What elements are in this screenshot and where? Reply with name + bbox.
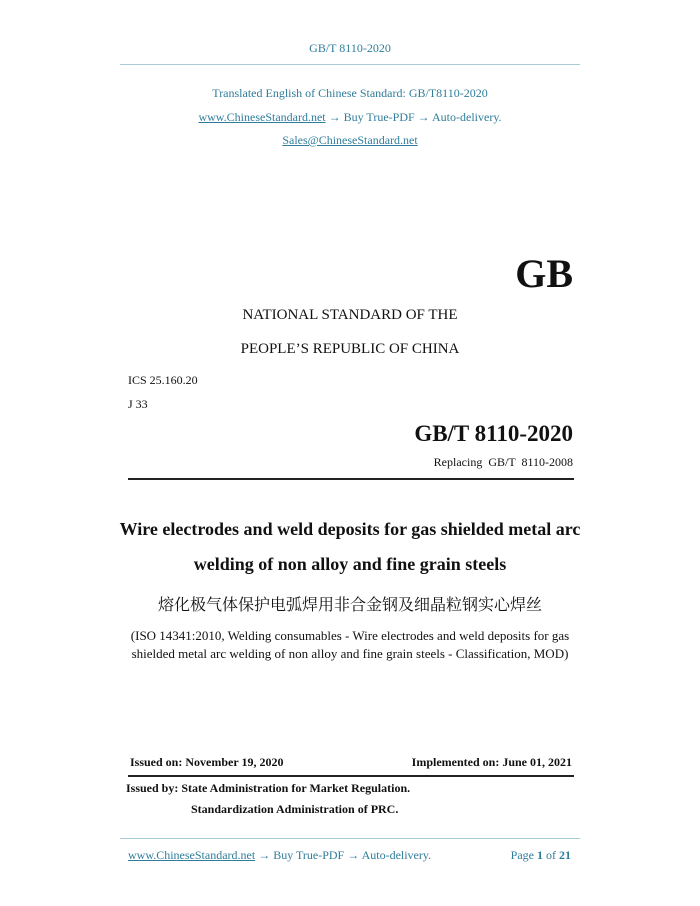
title-line1: Wire electrodes and weld deposits for gas shielded metal arc: [119, 519, 581, 539]
number-divider: [128, 478, 574, 480]
replacing-note: Replacing GB/T 8110-2008: [433, 455, 573, 469]
iso-reference-line1: (ISO 14341:2010, Welding consumables - Wire electrodes and weld deposits for gas: [130, 628, 570, 643]
issued-by-line1: Issued by: State Administration for Market Regulation.: [126, 781, 411, 795]
dates-divider: [128, 775, 574, 777]
iso-reference-line2: shielded metal arc welding of non alloy and fine grain steels - Classification, MOD): [131, 646, 569, 661]
standard-number: GB/T 8110-2020: [414, 421, 573, 446]
implemented-on-date: Implemented on: June 01, 2021: [411, 755, 572, 769]
running-header-code: GB/T 8110-2020: [309, 41, 391, 55]
translated-notice: Translated English of Chinese Standard: GB/T8110-2020: [212, 86, 488, 100]
title-line2: welding of non alloy and fine grain steels: [193, 554, 507, 574]
buy-text: → Buy True-PDF → Auto-delivery.: [328, 110, 502, 124]
page-indicator: [511, 848, 571, 863]
purchase-line: [0, 110, 700, 125]
gb-mark: GB: [515, 251, 573, 296]
header-divider: [120, 64, 580, 65]
site-link[interactable]: www.ChineseStandard.net: [198, 110, 326, 124]
footer-divider: [120, 838, 580, 839]
issued-by-line2: Standardization Administration of PRC.: [191, 802, 399, 816]
page-label: Page: [510, 848, 534, 862]
national-standard-line1: NATIONAL STANDARD OF THE: [242, 307, 458, 323]
page-total: 21: [559, 848, 571, 862]
national-standard-line2: PEOPLE’S REPUBLIC OF CHINA: [240, 341, 460, 357]
footer-site-link[interactable]: www.ChineseStandard.net: [128, 848, 256, 862]
ccs-code: J 33: [128, 397, 148, 411]
sales-line: [0, 133, 700, 148]
page-current: 1: [537, 848, 543, 862]
footer-purchase-line: [128, 848, 431, 863]
page-of: of: [546, 848, 556, 862]
ics-code: ICS 25.160.20: [128, 373, 198, 387]
issued-on-date: Issued on: November 19, 2020: [130, 755, 284, 769]
sales-email-link[interactable]: Sales@ChineseStandard.net: [282, 133, 418, 147]
title-chinese: 熔化极气体保护电弧焊用非合金钢及细晶粒钢实心焊丝: [157, 595, 542, 614]
footer-buy-text: → Buy True-PDF → Auto-delivery.: [258, 848, 432, 862]
